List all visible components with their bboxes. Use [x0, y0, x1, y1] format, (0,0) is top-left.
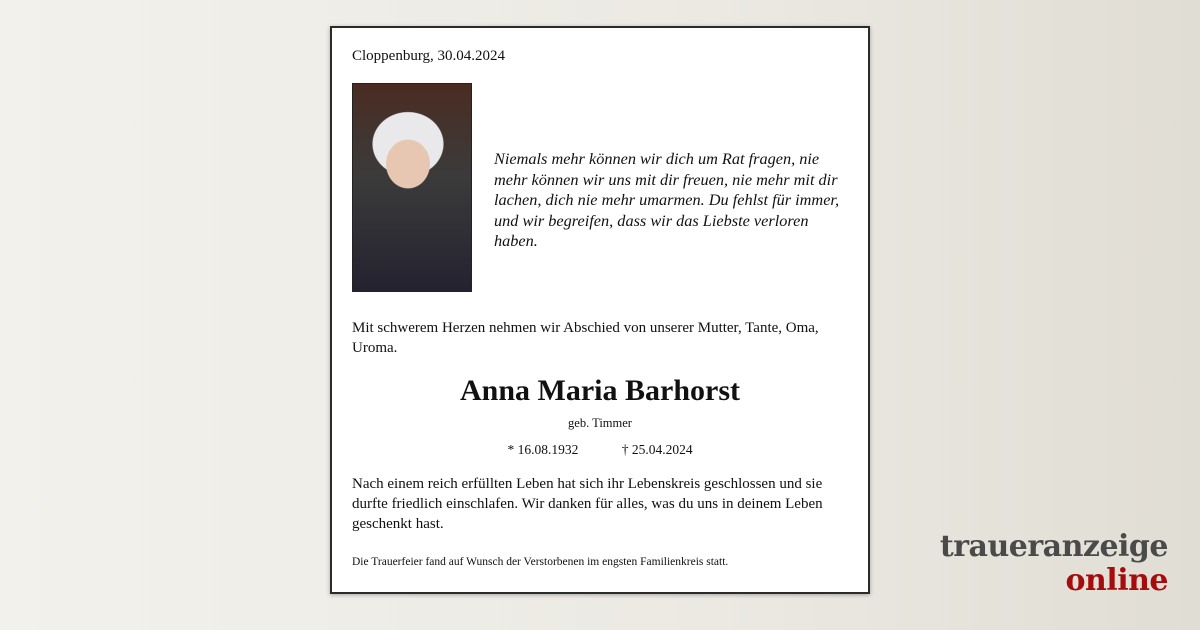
portrait-photo: [352, 83, 472, 292]
death-date: † 25.04.2024: [621, 442, 693, 457]
birth-name: geb. Timmer: [568, 416, 632, 430]
logo-line-2: online: [1065, 563, 1168, 598]
funeral-note: Die Trauerfeier fand auf Wunsch der Verstorbenen im engsten Familienkreis statt.: [352, 556, 729, 568]
life-dates: [332, 442, 868, 458]
body-text: Nach einem reich erfüllten Leben hat sich ihr Lebenskreis geschlossen und sie durfte friedlich einschlafen. Wir danken für alles, was du uns in deinem Leben geschenkt hast.: [352, 476, 823, 532]
intro-text: Mit schwerem Herzen nehmen wir Abschied von unserer Mutter, Tante, Oma, Uroma.: [352, 320, 819, 356]
deceased-name: Anna Maria Barhorst: [460, 374, 740, 407]
place-date: Cloppenburg, 30.04.2024: [352, 48, 506, 64]
logo-line-1: traueranzeige: [939, 529, 1168, 564]
quote: Niemals mehr können wir dich um Rat fragen, nie mehr können wir uns mit dir freuen, nie mehr mit dir lachen, dich nie mehr umarmen. Du fehlst für immer, und wir begreifen, dass wir das Liebste verloren haben.: [494, 149, 840, 250]
site-logo[interactable]: [940, 530, 1168, 598]
obituary-card: [330, 26, 870, 594]
birth-date: * 16.08.1932: [507, 442, 579, 457]
